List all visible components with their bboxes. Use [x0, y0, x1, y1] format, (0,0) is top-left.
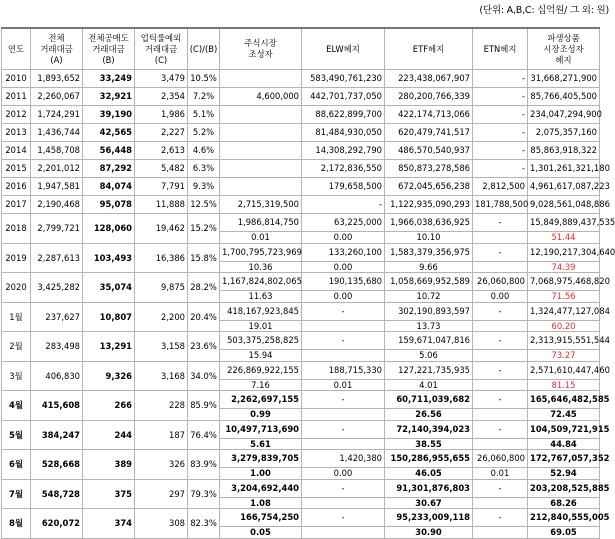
total-trading-cell: 620,072 — [31, 509, 83, 539]
etf-hedge-cell: 850,873,278,586 — [385, 160, 473, 178]
total-trading-cell: 2,201,012 — [31, 160, 83, 178]
etf-hedge-share: 10.10 — [385, 232, 473, 244]
etn-hedge-share — [473, 320, 528, 332]
short-trading-cell: 13,291 — [83, 332, 135, 362]
total-trading-cell: 548,728 — [31, 479, 83, 509]
stock-maker-share: 19.01 — [220, 320, 302, 332]
header-total-trading: 전체 거래대금 (A) — [31, 28, 83, 70]
total-trading-cell: 1,458,708 — [31, 142, 83, 160]
year-row — [2, 124, 600, 142]
ratio-cell: 10.5% — [188, 70, 220, 88]
etf-hedge-share: 10.72 — [385, 291, 473, 303]
uptick-exception-cell: 5,482 — [135, 160, 188, 178]
etf-hedge-cell: 1,583,379,356,975 — [385, 243, 473, 261]
total-trading-cell: 2,287,613 — [31, 243, 83, 273]
etn-hedge-cell: - — [473, 160, 528, 178]
uptick-exception-cell: 2,354 — [135, 88, 188, 106]
short-trading-cell: 374 — [83, 509, 135, 539]
ratio-cell: 20.4% — [188, 302, 220, 332]
etn-hedge-cell: - — [473, 124, 528, 142]
uptick-exception-cell: 7,791 — [135, 178, 188, 196]
elw-hedge-cell: 133,260,100 — [302, 243, 385, 261]
month-cell: 8월 — [2, 509, 31, 539]
year-cell: 2018 — [2, 214, 31, 244]
deriv-hedge-share: 52.94 — [528, 468, 600, 480]
deriv-hedge-cell: 2,075,357,160 — [528, 124, 600, 142]
stock-maker-cell — [220, 124, 302, 142]
elw-hedge-share — [302, 527, 385, 539]
year-row — [2, 70, 600, 88]
ratio-cell: 5.1% — [188, 106, 220, 124]
elw-hedge-cell: 1,420,380 — [302, 450, 385, 468]
etf-hedge-cell: 280,200,766,339 — [385, 88, 473, 106]
stock-maker-cell: 3,204,692,440 — [220, 479, 302, 497]
short-trading-cell: 103,493 — [83, 243, 135, 273]
etf-hedge-cell: 1,122,935,090,293 — [385, 196, 473, 214]
ratio-cell: 23.6% — [188, 332, 220, 362]
ratio-cell: 34.0% — [188, 361, 220, 391]
stock-maker-share: 0.01 — [220, 232, 302, 244]
stock-maker-share: 0.99 — [220, 409, 302, 421]
etn-hedge-share — [473, 232, 528, 244]
ratio-cell: 5.2% — [188, 124, 220, 142]
uptick-exception-cell: 187 — [135, 420, 188, 450]
etn-hedge-share — [473, 438, 528, 450]
etf-hedge-share: 38.55 — [385, 438, 473, 450]
elw-hedge-cell: 188,715,330 — [302, 361, 385, 379]
etf-hedge-share: 46.05 — [385, 468, 473, 480]
total-trading-cell: 2,260,067 — [31, 88, 83, 106]
ratio-cell: 76.4% — [188, 420, 220, 450]
total-trading-cell: 406,830 — [31, 361, 83, 391]
deriv-hedge-cell: 7,068,975,468,820 — [528, 273, 600, 291]
elw-hedge-cell: 2,172,836,550 — [302, 160, 385, 178]
uptick-exception-cell: 19,462 — [135, 214, 188, 244]
year-row — [2, 106, 600, 124]
etn-hedge-cell: - — [473, 70, 528, 88]
year-cell: 2019 — [2, 243, 31, 273]
deriv-hedge-share: 44.84 — [528, 438, 600, 450]
header-short-trading: 전체공매도 거래대금 (B) — [83, 28, 135, 70]
deriv-hedge-cell: 104,509,721,915 — [528, 420, 600, 438]
elw-hedge-share: 0.00 — [302, 468, 385, 480]
elw-hedge-cell: - — [302, 196, 385, 214]
etn-hedge-share — [473, 409, 528, 421]
month-cell: 7월 — [2, 479, 31, 509]
short-trading-cell: 128,060 — [83, 214, 135, 244]
stock-maker-cell — [220, 106, 302, 124]
stock-maker-cell: 1,167,824,802,065 — [220, 273, 302, 291]
short-trading-cell: 389 — [83, 450, 135, 480]
etn-hedge-share — [473, 350, 528, 362]
etf-hedge-share: 30.90 — [385, 527, 473, 539]
uptick-exception-cell: 3,168 — [135, 361, 188, 391]
elw-hedge-cell: - — [302, 479, 385, 497]
deriv-hedge-cell: 172,767,057,352 — [528, 450, 600, 468]
etf-hedge-share: 5.06 — [385, 350, 473, 362]
etn-hedge-share — [473, 527, 528, 539]
year-cell: 2015 — [2, 160, 31, 178]
deriv-hedge-cell: 203,208,525,885 — [528, 479, 600, 497]
uptick-exception-cell: 11,888 — [135, 196, 188, 214]
header-uptick-exception: 업틱룰예외 거래대금 (C) — [135, 28, 188, 70]
etn-hedge-share: 0.00 — [473, 291, 528, 303]
etf-hedge-cell: 127,221,735,935 — [385, 361, 473, 379]
header-deriv-hedge: 파생상품 시장조성자 헤지 — [528, 28, 600, 70]
short-trading-cell: 9,326 — [83, 361, 135, 391]
deriv-hedge-cell: 2,313,915,551,544 — [528, 332, 600, 350]
etf-hedge-cell: 91,301,876,803 — [385, 479, 473, 497]
month-cell: 3월 — [2, 361, 31, 391]
header-etn-hedge: ETN헤지 — [473, 28, 528, 70]
header-ratio: (C)/(B) — [188, 28, 220, 70]
year-cell: 2014 — [2, 142, 31, 160]
stock-maker-cell: 3,279,839,705 — [220, 450, 302, 468]
uptick-exception-cell: 3,479 — [135, 70, 188, 88]
deriv-hedge-cell: 165,646,482,585 — [528, 391, 600, 409]
year-cell: 2012 — [2, 106, 31, 124]
total-trading-cell: 2,799,721 — [31, 214, 83, 244]
stock-maker-share: 10.36 — [220, 261, 302, 273]
deriv-hedge-cell: 234,047,294,900 — [528, 106, 600, 124]
unit-note: (단위: A,B,C: 십억원/ 그 외: 원) — [479, 5, 609, 16]
stock-maker-cell: 2,715,319,500 — [220, 196, 302, 214]
month-cell: 4월 — [2, 391, 31, 421]
elw-hedge-cell: - — [302, 420, 385, 438]
stock-maker-cell: 1,700,795,723,969 — [220, 243, 302, 261]
deriv-hedge-cell: 1,301,261,321,180 — [528, 160, 600, 178]
elw-hedge-share: 0.00 — [302, 261, 385, 273]
total-trading-cell: 415,608 — [31, 391, 83, 421]
etf-hedge-cell: 302,190,893,597 — [385, 302, 473, 320]
etn-hedge-share — [473, 497, 528, 509]
stock-maker-cell: 418,167,923,845 — [220, 302, 302, 320]
etf-hedge-cell: 150,286,955,655 — [385, 450, 473, 468]
etn-hedge-cell: 26,060,800 — [473, 273, 528, 291]
stock-maker-cell: 2,262,697,155 — [220, 391, 302, 409]
total-trading-cell: 384,247 — [31, 420, 83, 450]
uptick-exception-cell: 1,986 — [135, 106, 188, 124]
short-trading-cell: 42,565 — [83, 124, 135, 142]
uptick-exception-cell: 16,386 — [135, 243, 188, 273]
uptick-exception-cell: 3,158 — [135, 332, 188, 362]
etn-hedge-share — [473, 261, 528, 273]
total-trading-cell: 283,498 — [31, 332, 83, 362]
short-trading-cell: 244 — [83, 420, 135, 450]
uptick-exception-cell: 297 — [135, 479, 188, 509]
total-trading-cell: 1,947,581 — [31, 178, 83, 196]
year-cell: 2017 — [2, 196, 31, 214]
etn-hedge-cell: - — [473, 88, 528, 106]
total-trading-cell: 2,190,468 — [31, 196, 83, 214]
deriv-hedge-cell: 31,668,271,900 — [528, 70, 600, 88]
short-trading-cell: 95,078 — [83, 196, 135, 214]
elw-hedge-share — [302, 438, 385, 450]
deriv-hedge-cell: 85,766,405,500 — [528, 88, 600, 106]
etn-hedge-share — [473, 379, 528, 391]
etf-hedge-cell: 486,570,540,937 — [385, 142, 473, 160]
total-trading-cell: 3,425,282 — [31, 273, 83, 303]
short-trading-cell: 10,807 — [83, 302, 135, 332]
ratio-cell: 28.2% — [188, 273, 220, 303]
elw-hedge-cell: 88,622,899,700 — [302, 106, 385, 124]
short-trading-cell: 266 — [83, 391, 135, 421]
stock-maker-share: 7.16 — [220, 379, 302, 391]
elw-hedge-share: 0.00 — [302, 232, 385, 244]
etn-hedge-share: 0.01 — [473, 468, 528, 480]
ratio-cell: 7.2% — [188, 88, 220, 106]
short-trading-cell: 375 — [83, 479, 135, 509]
ratio-cell: 15.8% — [188, 243, 220, 273]
etn-hedge-cell: - — [473, 420, 528, 438]
uptick-exception-cell: 2,613 — [135, 142, 188, 160]
month-row — [2, 479, 600, 497]
month-row — [2, 391, 600, 409]
etf-hedge-cell: 620,479,741,517 — [385, 124, 473, 142]
deriv-hedge-share: 60.20 — [528, 320, 600, 332]
elw-hedge-share: 0.00 — [302, 291, 385, 303]
year-row — [2, 214, 600, 232]
deriv-hedge-share: 81.15 — [528, 379, 600, 391]
elw-hedge-cell: - — [302, 332, 385, 350]
stock-maker-share: 1.00 — [220, 468, 302, 480]
elw-hedge-cell: 14,308,292,790 — [302, 142, 385, 160]
elw-hedge-cell: 81,484,930,050 — [302, 124, 385, 142]
elw-hedge-share: 0.01 — [302, 379, 385, 391]
stock-maker-cell: 166,754,250 — [220, 509, 302, 527]
etf-hedge-cell: 95,233,009,118 — [385, 509, 473, 527]
short-trading-cell: 84,074 — [83, 178, 135, 196]
stock-maker-cell — [220, 142, 302, 160]
deriv-hedge-cell: 12,190,217,304,640 — [528, 243, 600, 261]
ratio-cell: 85.9% — [188, 391, 220, 421]
uptick-exception-cell: 228 — [135, 391, 188, 421]
stock-maker-share: 15.94 — [220, 350, 302, 362]
etf-hedge-cell: 422,174,713,066 — [385, 106, 473, 124]
year-cell: 2013 — [2, 124, 31, 142]
stock-maker-cell: 10,497,713,690 — [220, 420, 302, 438]
total-trading-cell: 1,724,291 — [31, 106, 83, 124]
month-row — [2, 332, 600, 350]
etn-hedge-cell: 181,788,500 — [473, 196, 528, 214]
etf-hedge-cell: 159,671,047,816 — [385, 332, 473, 350]
etn-hedge-cell: - — [473, 214, 528, 232]
short-trading-cell: 33,249 — [83, 70, 135, 88]
month-cell: 6월 — [2, 450, 31, 480]
elw-hedge-share — [302, 350, 385, 362]
deriv-hedge-share: 69.05 — [528, 527, 600, 539]
etf-hedge-share: 4.01 — [385, 379, 473, 391]
month-row — [2, 509, 600, 527]
stock-maker-cell — [220, 160, 302, 178]
etf-hedge-cell: 60,711,039,682 — [385, 391, 473, 409]
month-row — [2, 361, 600, 379]
year-row — [2, 142, 600, 160]
deriv-hedge-cell: 1,324,477,127,084 — [528, 302, 600, 320]
etn-hedge-cell: - — [473, 106, 528, 124]
short-trading-cell: 87,292 — [83, 160, 135, 178]
deriv-hedge-cell: 9,028,561,048,886 — [528, 196, 600, 214]
etf-hedge-cell: 223,438,067,907 — [385, 70, 473, 88]
stock-maker-share: 0.05 — [220, 527, 302, 539]
etn-hedge-cell: - — [473, 509, 528, 527]
uptick-exception-cell: 308 — [135, 509, 188, 539]
etf-hedge-share: 13.73 — [385, 320, 473, 332]
deriv-hedge-cell: 2,571,610,447,460 — [528, 361, 600, 379]
year-row — [2, 88, 600, 106]
etn-hedge-cell: - — [473, 142, 528, 160]
etf-hedge-cell: 672,045,656,238 — [385, 178, 473, 196]
total-trading-cell: 1,436,744 — [31, 124, 83, 142]
etn-hedge-cell: 2,812,500 — [473, 178, 528, 196]
month-cell: 1월 — [2, 302, 31, 332]
deriv-hedge-share: 72.45 — [528, 409, 600, 421]
short-trading-cell: 35,074 — [83, 273, 135, 303]
elw-hedge-cell: 179,658,500 — [302, 178, 385, 196]
elw-hedge-share — [302, 320, 385, 332]
short-trading-cell: 39,190 — [83, 106, 135, 124]
month-row — [2, 450, 600, 468]
header-year: 연도 — [2, 28, 31, 70]
short-trading-cell: 32,921 — [83, 88, 135, 106]
etn-hedge-cell: - — [473, 391, 528, 409]
deriv-hedge-share: 68.26 — [528, 497, 600, 509]
elw-hedge-cell: - — [302, 302, 385, 320]
etn-hedge-cell: - — [473, 479, 528, 497]
deriv-hedge-cell: 212,840,555,005 — [528, 509, 600, 527]
year-row — [2, 196, 600, 214]
year-row — [2, 178, 600, 196]
ratio-cell: 82.3% — [188, 509, 220, 539]
etn-hedge-cell: - — [473, 302, 528, 320]
month-cell: 5월 — [2, 420, 31, 450]
etn-hedge-cell: 26,060,800 — [473, 450, 528, 468]
etn-hedge-cell: - — [473, 243, 528, 261]
elw-hedge-cell: - — [302, 391, 385, 409]
short-trading-cell: 56,448 — [83, 142, 135, 160]
month-cell: 2월 — [2, 332, 31, 362]
stock-maker-share: 11.63 — [220, 291, 302, 303]
stock-maker-cell: 503,375,258,825 — [220, 332, 302, 350]
year-cell: 2020 — [2, 273, 31, 303]
deriv-hedge-share: 51.44 — [528, 232, 600, 244]
header-etf-hedge: ETF헤지 — [385, 28, 473, 70]
year-row — [2, 160, 600, 178]
year-row — [2, 273, 600, 291]
stock-maker-cell — [220, 70, 302, 88]
year-row — [2, 243, 600, 261]
uptick-exception-cell: 9,875 — [135, 273, 188, 303]
year-cell: 2016 — [2, 178, 31, 196]
stock-maker-share: 1.08 — [220, 497, 302, 509]
stock-maker-share: 5.61 — [220, 438, 302, 450]
uptick-exception-cell: 326 — [135, 450, 188, 480]
deriv-hedge-cell: 15,849,889,437,535 — [528, 214, 600, 232]
short-selling-table — [1, 27, 615, 539]
total-trading-cell: 528,668 — [31, 450, 83, 480]
header-stock-maker: 주식시장 조성자 — [220, 28, 302, 70]
elw-hedge-cell: 583,490,761,230 — [302, 70, 385, 88]
deriv-hedge-cell: 4,961,617,087,223 — [528, 178, 600, 196]
year-cell: 2010 — [2, 70, 31, 88]
elw-hedge-share — [302, 409, 385, 421]
elw-hedge-cell: 63,225,000 — [302, 214, 385, 232]
uptick-exception-cell: 2,227 — [135, 124, 188, 142]
deriv-hedge-share: 73.27 — [528, 350, 600, 362]
ratio-cell: 83.9% — [188, 450, 220, 480]
total-trading-cell: 1,893,652 — [31, 70, 83, 88]
ratio-cell: 6.3% — [188, 160, 220, 178]
year-cell: 2011 — [2, 88, 31, 106]
etn-hedge-cell: - — [473, 361, 528, 379]
header-row — [2, 28, 600, 70]
elw-hedge-share — [302, 497, 385, 509]
etf-hedge-share: 30.67 — [385, 497, 473, 509]
stock-maker-cell — [220, 178, 302, 196]
month-row — [2, 420, 600, 438]
etn-hedge-cell: - — [473, 332, 528, 350]
elw-hedge-cell: 190,135,680 — [302, 273, 385, 291]
elw-hedge-cell: 442,701,737,050 — [302, 88, 385, 106]
elw-hedge-cell: - — [302, 509, 385, 527]
etf-hedge-share: 26.56 — [385, 409, 473, 421]
ratio-cell: 15.2% — [188, 214, 220, 244]
ratio-cell: 12.5% — [188, 196, 220, 214]
uptick-exception-cell: 2,200 — [135, 302, 188, 332]
total-trading-cell: 237,627 — [31, 302, 83, 332]
deriv-hedge-cell: 85,863,918,322 — [528, 142, 600, 160]
ratio-cell: 79.3% — [188, 479, 220, 509]
etf-hedge-cell: 72,140,394,023 — [385, 420, 473, 438]
stock-maker-cell: 4,600,000 — [220, 88, 302, 106]
stock-maker-cell: 1,986,814,750 — [220, 214, 302, 232]
deriv-hedge-share: 74.39 — [528, 261, 600, 273]
header-elw-hedge: ELW헤지 — [302, 28, 385, 70]
etf-hedge-cell: 1,966,038,636,925 — [385, 214, 473, 232]
etf-hedge-share: 9.66 — [385, 261, 473, 273]
deriv-hedge-share: 71.56 — [528, 291, 600, 303]
month-row — [2, 302, 600, 320]
ratio-cell: 4.6% — [188, 142, 220, 160]
etf-hedge-cell: 1,058,669,952,589 — [385, 273, 473, 291]
stock-maker-cell: 226,869,922,155 — [220, 361, 302, 379]
ratio-cell: 9.3% — [188, 178, 220, 196]
